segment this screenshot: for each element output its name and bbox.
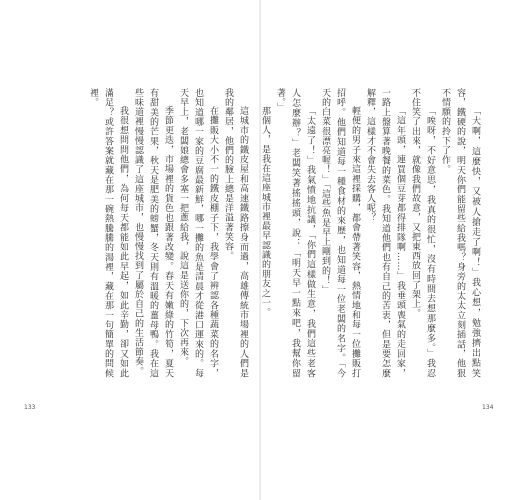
right-paragraph-1: 「大啊，這麼快，又被人搶走了啊！」我心想，勉強擠出點笑容，鐵硬的說，明天你們能留些給我嗎？身旁的太太立刻插話，他狠不情願的拎下了作。 bbox=[440, 88, 480, 378]
right-paragraph-5: 「太遠了！」我氣憤地抗議，「你們這樣做生意，我們這些老客人怎麼辦？」老闆笑著搖搖頭，說：「明天早一點來吧，我幫你留著。」 bbox=[275, 88, 315, 378]
right-paragraph-3: 「這年頭，連買個豆芽都得排隊啊……」我垂頭喪氣的走回家，一路上盤算著晚餐的菜色。我知道他們也有自己的苦衷，但是要怎麼解釋，這樣才不會失去客人呢？ bbox=[365, 88, 405, 378]
left-paragraph-3: 季節更迭，市場裡的貨色也跟著改變。春天有嫩綠的竹筍，夏天有甜美的芒果，秋天是肥美的螃蟹，冬天則有溫暖的薑母鴨。我在這些味道裡慢慢認識了這座城市，也慢慢找到了屬於自己的生活節奏。 bbox=[133, 88, 173, 378]
left-page-text bbox=[44, 88, 250, 378]
right-page-text bbox=[260, 88, 482, 378]
right-page bbox=[260, 0, 520, 500]
left-page-number: 133 bbox=[24, 404, 36, 411]
right-page-number: 134 bbox=[482, 404, 494, 411]
left-paragraph-2: 在攤販大小不一的鐵皮棚子下，我學會了辨認各種蔬菜的名字，也知道哪一家的豆腐最新鮮，哪一攤的魚是清晨才從港口運來的。每天早上，老闆娘總會多塞一把蔥給我，說這是送你的，下次再來。 bbox=[178, 88, 218, 378]
left-paragraph-4: 我很想問問他們，為何每天都能如此早起，如此辛勤，卻又如此滿足？或許答案就藏在那一碗熱騰騰的湯裡，藏在那一句簡單的問候裡。 bbox=[88, 88, 128, 378]
right-paragraph-2: 「唉呀，不好意思，我真的很忙，沒有時間去想那麼多。」我忍不住笑了出來，就像我們故意，又把東西放回了架上。 bbox=[410, 88, 435, 378]
left-paragraph-1: 這城市的鐵皮屋和高速鐵路擦身而過，高雄傳統市場裡的人們是我的鄰居，他們的臉上總是洋溢著笑容。 bbox=[223, 88, 248, 378]
right-paragraph-6: 那個人，是我在這座城市裡最早認識的朋友之一。 bbox=[260, 106, 270, 318]
right-paragraph-4: 輕便的男子來這裡採購，都會帶著笑容，熱情地和每一位攤販打招呼。他們知道每一種食材的來歷，也知道每一位老闆的名字。「今天的白菜很漂亮喔！」「這些魚是早上剛到的！」 bbox=[320, 88, 360, 378]
